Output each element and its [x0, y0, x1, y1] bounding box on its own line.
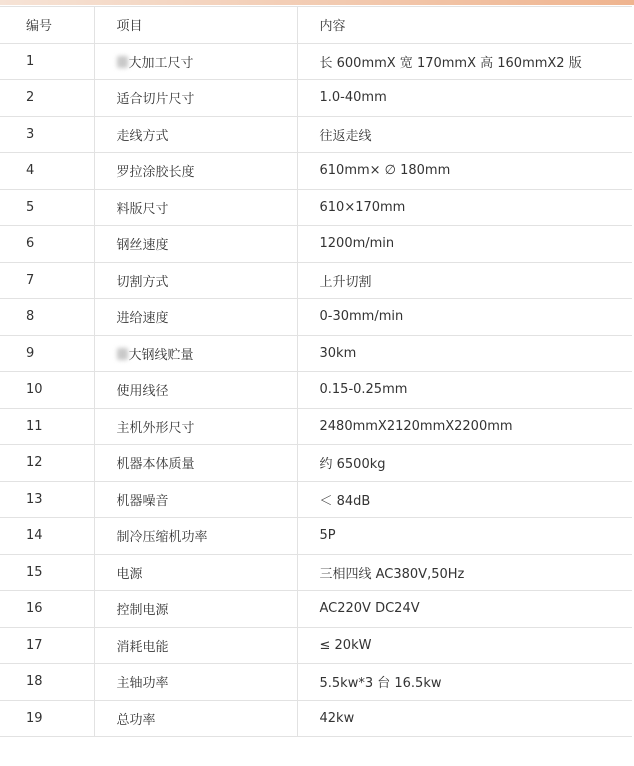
table-row: [0, 664, 632, 701]
row-item: 使用线径: [94, 372, 297, 409]
row-number: 7: [0, 262, 94, 299]
row-content: AC220V DC24V: [297, 591, 632, 628]
row-content: 610×170mm: [297, 189, 632, 226]
row-content: ＜ 84dB: [297, 481, 632, 518]
row-number: 10: [0, 372, 94, 409]
row-number: 8: [0, 299, 94, 336]
row-item: 机器噪音: [94, 481, 297, 518]
row-number: 11: [0, 408, 94, 445]
table-row: [0, 518, 632, 555]
table-row: [0, 627, 632, 664]
row-content: 1.0-40mm: [297, 80, 632, 117]
row-number: 12: [0, 445, 94, 482]
row-number: 14: [0, 518, 94, 555]
table-row: [0, 554, 632, 591]
blurred-glyph: [117, 56, 128, 68]
row-item: 料版尺寸: [94, 189, 297, 226]
row-content: 42kw: [297, 700, 632, 737]
row-number: 13: [0, 481, 94, 518]
row-item: 适合切片尺寸: [94, 80, 297, 117]
row-number: 4: [0, 153, 94, 190]
table-row: [0, 299, 632, 336]
row-number: 2: [0, 80, 94, 117]
table-header-row: [0, 7, 632, 44]
table-row: [0, 591, 632, 628]
table-row: [0, 445, 632, 482]
row-content: 三相四线 AC380V,50Hz: [297, 554, 632, 591]
row-content: 2480mmX2120mmX2200mm: [297, 408, 632, 445]
row-number: 9: [0, 335, 94, 372]
table-row: [0, 481, 632, 518]
row-item: 主机外形尺寸: [94, 408, 297, 445]
row-content: 1200m/min: [297, 226, 632, 263]
row-number: 1: [0, 43, 94, 80]
top-accent-rule: [0, 0, 634, 5]
row-content: 30km: [297, 335, 632, 372]
row-item: 罗拉涂胶长度: [94, 153, 297, 190]
row-content: 0-30mm/min: [297, 299, 632, 336]
table-row: [0, 262, 632, 299]
spec-table: [0, 6, 632, 737]
row-content: ≤ 20kW: [297, 627, 632, 664]
table-row: [0, 43, 632, 80]
row-item: 控制电源: [94, 591, 297, 628]
row-content: 往返走线: [297, 116, 632, 153]
header-item: 项目: [94, 7, 297, 44]
row-item: 总功率: [94, 700, 297, 737]
row-number: 5: [0, 189, 94, 226]
table-row: [0, 408, 632, 445]
table-row: [0, 335, 632, 372]
row-item: 消耗电能: [94, 627, 297, 664]
row-item: [94, 43, 297, 80]
row-item: [94, 335, 297, 372]
row-number: 6: [0, 226, 94, 263]
table-row: [0, 80, 632, 117]
row-item: 机器本体质量: [94, 445, 297, 482]
row-number: 18: [0, 664, 94, 701]
row-item: 走线方式: [94, 116, 297, 153]
row-number: 16: [0, 591, 94, 628]
row-number: 17: [0, 627, 94, 664]
row-item: 进给速度: [94, 299, 297, 336]
row-item: 钢丝速度: [94, 226, 297, 263]
row-item: 制冷压缩机功率: [94, 518, 297, 555]
row-content: 5.5kw*3 台 16.5kw: [297, 664, 632, 701]
table-row: [0, 189, 632, 226]
header-number: 编号: [0, 7, 94, 44]
row-content: 610mm× ∅ 180mm: [297, 153, 632, 190]
table-row: [0, 700, 632, 737]
row-content: 约 6500kg: [297, 445, 632, 482]
row-content: 5P: [297, 518, 632, 555]
row-content: 0.15-0.25mm: [297, 372, 632, 409]
row-content: 上升切割: [297, 262, 632, 299]
row-item: 切割方式: [94, 262, 297, 299]
row-number: 15: [0, 554, 94, 591]
row-item: 电源: [94, 554, 297, 591]
table-row: [0, 116, 632, 153]
table-row: [0, 372, 632, 409]
row-item-label: 大加工尺寸: [128, 55, 194, 71]
row-number: 3: [0, 116, 94, 153]
row-content: 长 600mmX 宽 170mmX 高 160mmX2 版: [297, 43, 632, 80]
table-row: [0, 153, 632, 190]
row-item-label: 大钢线贮量: [128, 347, 194, 363]
blurred-glyph: [117, 348, 128, 360]
row-number: 19: [0, 700, 94, 737]
row-item: 主轴功率: [94, 664, 297, 701]
table-row: [0, 226, 632, 263]
header-content: 内容: [297, 7, 632, 44]
